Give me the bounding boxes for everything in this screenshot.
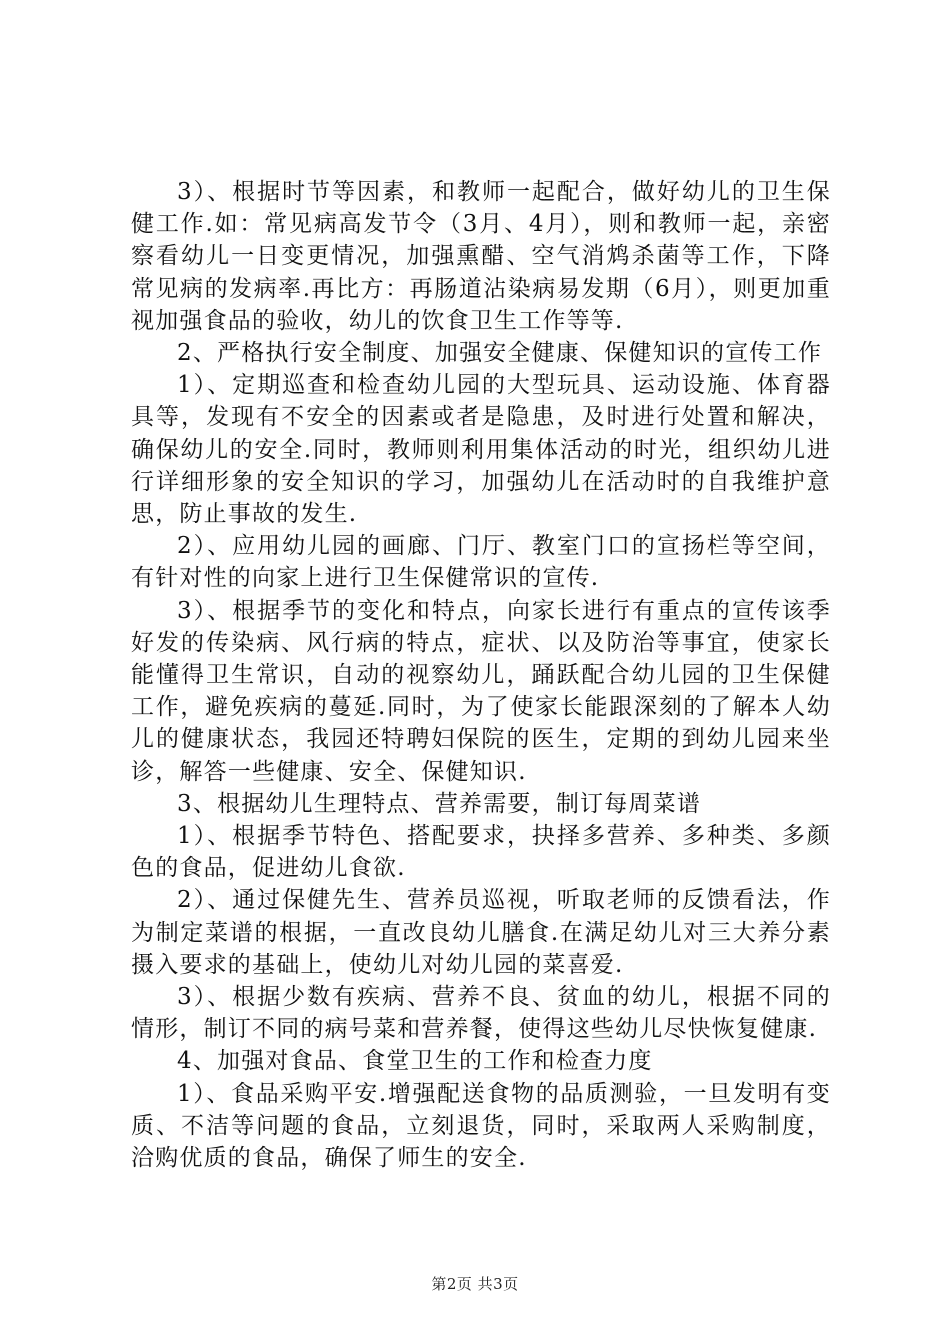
paragraph-food-selection: 1）、根据季节特色、搭配要求，抉择多营养、多种类、多颜色的食品，促进幼儿食欲.	[131, 823, 831, 882]
document-body	[131, 176, 831, 1174]
paragraph-menu-feedback: 2）、通过保健先生、营养员巡视，听取老师的反馈看法，作为制定菜谱的根据，一直改良幼儿膳食.在满足幼儿对三大养分素摄入要求的基础上，使幼儿对幼儿园的菜喜爱.	[131, 887, 831, 978]
paragraph-parent-publicity: 3）、根据季节的变化和特点，向家长进行有重点的宣传该季好发的传染病、风行病的特点，症状、以及防治等事宜，使家长能懂得卫生常识，自动的视察幼儿，踊跃配合幼儿园的卫生保健工作，避免疾病的蔓延.同时，为了使家长能跟深刻的了解本人幼儿的健康状态，我园还特聘妇保院的医生，定期的到幼儿园来坐诊，解答一些健康、安全、保健知识.	[131, 597, 831, 785]
heading-food-hygiene: 4、加强对食品、食堂卫生的工作和检查力度	[177, 1048, 653, 1075]
heading-safety-system: 2、严格执行安全制度、加强安全健康、保健知识的宣传工作	[177, 340, 823, 367]
paragraph-special-meals: 3）、根据少数有疾病、营养不良、贫血的幼儿，根据不同的情形，制订不同的病号菜和营养餐，使得这些幼儿尽快恢复健康.	[131, 984, 831, 1043]
paragraph-season-health: 3）、根据时节等因素，和教师一起配合，做好幼儿的卫生保健工作.如：常见病高发节令（3月、4月），则和教师一起，亲密察看幼儿一日变更情况，加强熏醋、空气消鸩杀菌等工作，下降常见病的发病率.再比方：再肠道沾染病易发期（6月），则更加重视加强食品的验收，幼儿的饮食卫生工作等等.	[131, 179, 831, 334]
paragraph-food-purchase: 1）、食品采购平安.增强配送食物的品质测验，一旦发明有变质、不洁等问题的食品，立刻退货，同时，采取两人采购制度，洽购优质的食品，确保了师生的安全.	[131, 1080, 831, 1172]
heading-weekly-menu: 3、根据幼儿生理特点、营养需要，制订每周菜谱	[177, 790, 702, 817]
paragraph-inspection: 1）、定期巡查和检查幼儿园的大型玩具、运动设施、体育器具等，发现有不安全的因素或者是隐患，及时进行处置和解决，确保幼儿的安全.同时，教师则利用集体活动的时光，组织幼儿进行详细形象的安全知识的学习，加强幼儿在活动时的自我维护意思，防止事故的发生.	[131, 372, 831, 528]
paragraph-publicity-board: 2）、应用幼儿园的画廊、门厅、教室门口的宣扬栏等空间，有针对性的向家上进行卫生保健常识的宣传.	[131, 533, 831, 592]
page-number-footer: 第2页 共3页	[431, 1275, 519, 1293]
